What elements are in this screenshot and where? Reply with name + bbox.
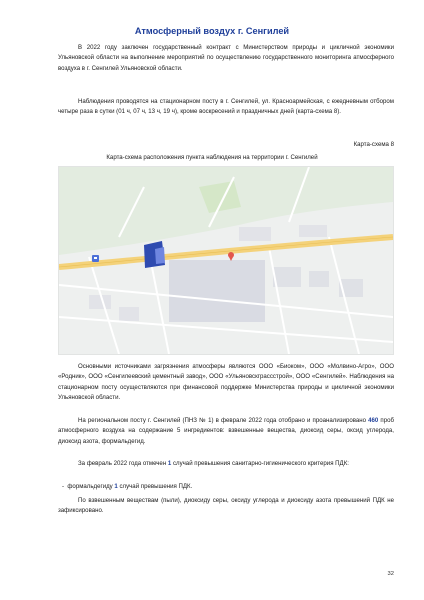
no-exceedance-paragraph: По взвешенным веществам (пыли), диоксиду серы, оксиду углерода и диоксиду азота превышений ПДК не зафиксировано. xyxy=(58,497,394,515)
map-block xyxy=(273,267,301,287)
formaldehyde-count: 1 xyxy=(114,483,118,490)
intro-paragraph-observations: Наблюдения проводятся на стационарном посту в г. Сенгилей, ул. Красноармейская, с ежедневным отбором четыре раза в сутки (01 ч, 07 ч, 13 ч, 19 ч), кроме воскресений и праздничных дней (карта-схема 8). xyxy=(58,98,394,116)
samples-paragraph: На региональном посту г. Сенгилей (ПНЗ № 1) в феврале 2022 года отобрано и проанализировано 460 проб атмосферного воздуха на содержание 5 ингредиентов: взвешенные вещества, диоксид серы, оксид углерода, диоксид азота, формальдегид. xyxy=(58,417,394,445)
bullet-mark: - xyxy=(62,483,65,490)
intro-paragraph-contract: В 2022 году заключен государственный контракт с Министерством природы и цикличной экономики Ульяновской области на выполнение мероприятий по осуществлению государственного мониторинга атмосферного воздуха в г. Сенгилей Ульяновской области. xyxy=(58,44,394,72)
exceedance-count: 1 xyxy=(167,460,172,467)
map-label: Карта-схема 8 xyxy=(353,141,394,148)
sources-paragraph: Основными источниками загрязнения атмосферы являются ООО «Биоком», ООО «Молвино-Агро», ООО «Родник», ООО «Сенгилеевский цементный завод», ООО «Ульяновскграссстрой», ООО «Сенгилей». Наблюдения на стационарном посту осуществляются при финансовой поддержке Министерства природы и цикличной экономики Ульяновской области. xyxy=(58,363,394,402)
map-block xyxy=(309,271,329,287)
page-number: 32 xyxy=(387,571,394,577)
map-block-school xyxy=(169,260,265,322)
exceedance-paragraph: За февраль 2022 года отмечен 1 случай превышения санитарно-гигиенического критерия ПДК: xyxy=(78,460,349,467)
map-block xyxy=(299,225,327,237)
map-drawing xyxy=(59,167,393,354)
map-block xyxy=(119,307,139,321)
location-map xyxy=(58,166,394,355)
map-caption: Карта-схема расположения пункта наблюдения на территории г. Сенгилей xyxy=(106,154,318,161)
samples-count: 460 xyxy=(368,417,379,424)
map-block xyxy=(239,227,271,241)
bus-stop-icon xyxy=(92,255,99,262)
formaldehyde-bullet: - формальдегиду 1 случай превышения ПДК. xyxy=(62,483,193,490)
map-block xyxy=(89,295,111,309)
page-title: Атмосферный воздух г. Сенгилей xyxy=(134,26,290,36)
